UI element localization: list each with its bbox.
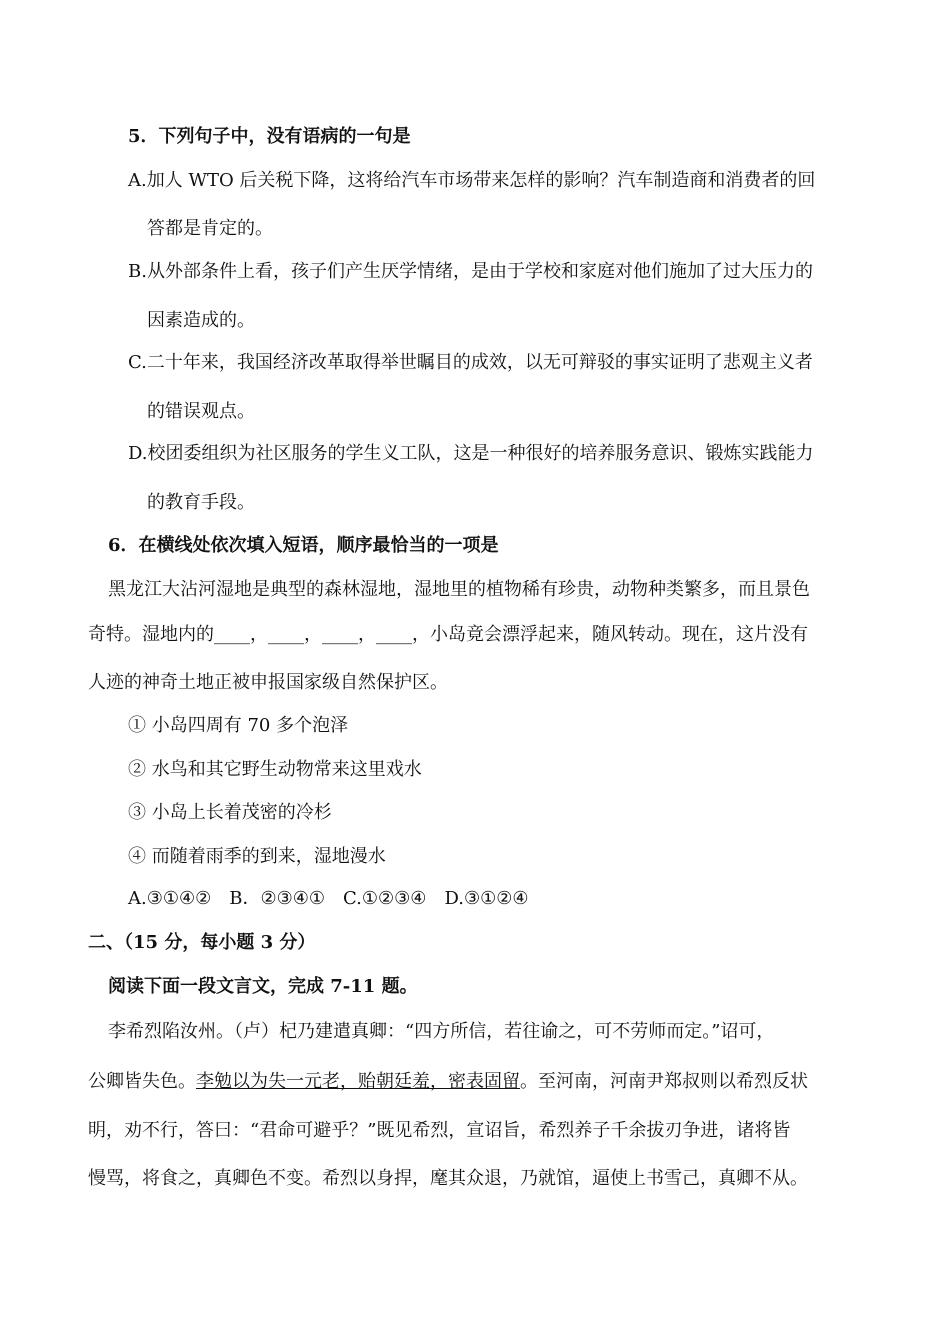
q6-passage-line3: 人迹的神奇土地正被申报国家级自然保护区。 (88, 672, 448, 693)
q6-passage-line1: 黑龙江大沾河湿地是典型的森林湿地，湿地里的植物稀有珍贵，动物种类繁多，而且景色 (108, 579, 810, 600)
q6-passage-text-a: 奇特。湿地内的 (88, 624, 214, 645)
question-5-title: 5．下列句子中，没有语病的一句是 (128, 126, 411, 147)
q6-passage-text-b: ，小岛竟会漂浮起来，随风转动。现在，这片没有 (412, 624, 808, 645)
section-2-heading: 二、（15 分，每小题 3 分） (88, 932, 316, 953)
classical-text-line2-b: 。至河南，河南尹郑叔则以希烈反状 (520, 1071, 808, 1092)
q6-item-2: ② 水鸟和其它野生动物常来这里戏水 (128, 759, 422, 780)
blank: ____ (268, 624, 304, 645)
comma: ， (304, 624, 322, 645)
q5-option-d-line2: 的教育手段。 (147, 492, 255, 513)
q6-item-4: ④ 而随着雨季的到来，湿地漫水 (128, 846, 386, 867)
underlined-sentence: 李勉以为失一元老，贻朝廷羞，密表固留 (196, 1071, 520, 1092)
q6-item-3: ③ 小岛上长着茂密的冷杉 (128, 802, 332, 823)
q6-answer-choices: A.③①④② B．②③④① C.①②③④ D.③①②④ (128, 888, 529, 909)
q5-option-a-line1: A.加人 WTO 后关税下降，这将给汽车市场带来怎样的影响？汽车制造商和消费者的回 (128, 170, 816, 191)
blank: ____ (214, 624, 250, 645)
q5-option-c-line2: 的错误观点。 (147, 401, 255, 422)
classical-text-line3: 明，劝不行，答曰：“君命可避乎？”既见希烈，宣诏旨，希烈养子千余拔刃争进，诸将皆 (88, 1120, 791, 1141)
classical-text-line4: 慢骂，将食之，真卿色不变。希烈以身捍，麾其众退，乃就馆，逼使上书雪己，真卿不从。 (88, 1168, 808, 1189)
q6-item-1: ① 小岛四周有 70 多个泡泽 (128, 715, 349, 736)
q5-option-b-line1: B.从外部条件上看，孩子们产生厌学情绪，是由于学校和家庭对他们施加了过大压力的 (128, 261, 813, 282)
classical-text-line2 (88, 1069, 808, 1095)
q5-option-d-line1: D.校团委组织为社区服务的学生义工队，这是一种很好的培养服务意识、锻炼实践能力 (128, 443, 814, 464)
comma: ， (358, 624, 376, 645)
blank: ____ (322, 624, 358, 645)
q5-option-a-line2: 答都是肯定的。 (147, 218, 273, 239)
section-2-instruction: 阅读下面一段文言文，完成 7-11 题。 (108, 976, 418, 997)
classical-text-line2-a: 公卿皆失色。 (88, 1071, 196, 1092)
blank: ____ (376, 624, 412, 645)
q6-passage-line2 (88, 622, 808, 648)
question-6-title: 6．在横线处依次填入短语，顺序最恰当的一项是 (108, 535, 499, 556)
q5-option-b-line2: 因素造成的。 (147, 310, 255, 331)
classical-text-line1: 李希烈陷汝州。（卢）杞乃建遣真卿：“四方所信，若往谕之，可不劳师而定。”诏可， (108, 1021, 775, 1042)
q5-option-c-line1: C.二十年来，我国经济改革取得举世瞩目的成效，以无可辩驳的事实证明了悲观主义者 (128, 352, 813, 373)
comma: ， (250, 624, 268, 645)
